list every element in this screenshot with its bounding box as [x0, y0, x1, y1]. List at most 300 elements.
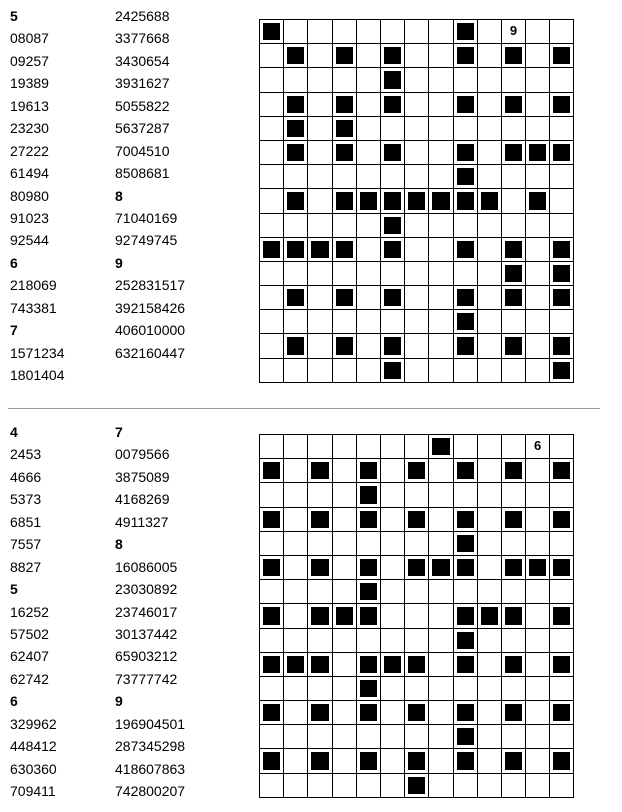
grid-cell[interactable] [381, 556, 405, 580]
grid-cell-black [429, 556, 453, 580]
grid-cell-black [526, 141, 550, 165]
grid-cell[interactable] [526, 508, 550, 532]
grid-cell[interactable] [333, 508, 357, 532]
grid-cell[interactable] [357, 725, 381, 749]
grid-cell[interactable] [333, 629, 357, 653]
grid-cell[interactable] [381, 532, 405, 556]
grid-cell[interactable] [526, 604, 550, 628]
grid-cell[interactable] [308, 165, 332, 189]
grid-cell[interactable] [478, 93, 502, 117]
grid-cell[interactable] [526, 580, 550, 604]
grid-cell[interactable] [333, 556, 357, 580]
grid-cell[interactable] [357, 310, 381, 334]
grid-cell[interactable] [308, 262, 332, 286]
grid-cell[interactable] [260, 725, 284, 749]
grid-cell[interactable] [405, 20, 429, 44]
grid-cell[interactable] [526, 44, 550, 68]
grid-cell[interactable] [357, 93, 381, 117]
grid-cell[interactable] [429, 604, 453, 628]
grid-cell[interactable] [429, 677, 453, 701]
grid-cell[interactable] [260, 117, 284, 141]
grid-cell[interactable] [405, 262, 429, 286]
grid-cell[interactable] [333, 165, 357, 189]
grid-cell[interactable] [308, 310, 332, 334]
grid-cell[interactable] [333, 20, 357, 44]
grid-cell[interactable] [308, 93, 332, 117]
grid-cell[interactable] [550, 580, 574, 604]
grid-cell[interactable] [550, 532, 574, 556]
grid-cell[interactable] [381, 165, 405, 189]
grid-cell[interactable] [454, 774, 478, 798]
grid-cell[interactable] [526, 238, 550, 262]
grid-cell[interactable] [381, 20, 405, 44]
grid-cell[interactable] [454, 214, 478, 238]
grid-cell[interactable] [260, 629, 284, 653]
grid-cell-black [502, 44, 526, 68]
grid-cell[interactable] [526, 677, 550, 701]
grid-cell-black [526, 556, 550, 580]
grid-cell[interactable] [333, 749, 357, 773]
grid-cell[interactable] [284, 725, 308, 749]
grid-cell[interactable] [478, 774, 502, 798]
grid-cell[interactable] [502, 310, 526, 334]
grid-cell[interactable] [429, 532, 453, 556]
grid-cell[interactable] [502, 580, 526, 604]
grid-cell[interactable] [429, 93, 453, 117]
grid-cell[interactable] [260, 580, 284, 604]
grid-cell[interactable] [381, 435, 405, 459]
grid-cell[interactable] [333, 725, 357, 749]
grid-cell[interactable] [429, 165, 453, 189]
grid-cell[interactable] [478, 459, 502, 483]
grid-cell[interactable] [502, 629, 526, 653]
grid-cell[interactable] [284, 483, 308, 507]
number-entry: 2453 [10, 446, 42, 463]
grid-cell[interactable] [357, 117, 381, 141]
grid-cell-black [502, 556, 526, 580]
grid-cell[interactable] [308, 774, 332, 798]
grid-cell[interactable] [260, 483, 284, 507]
grid-cell[interactable] [405, 141, 429, 165]
grid-cell[interactable] [284, 629, 308, 653]
grid-cell[interactable] [526, 532, 550, 556]
grid-cell[interactable] [260, 359, 284, 383]
grid-cell[interactable] [478, 68, 502, 92]
grid-cell-black [454, 701, 478, 725]
grid-cell[interactable] [308, 359, 332, 383]
grid-cell[interactable] [381, 701, 405, 725]
grid-cell[interactable] [308, 677, 332, 701]
grid-cell[interactable] [381, 629, 405, 653]
grid-cell[interactable] [526, 286, 550, 310]
grid-cell[interactable] [526, 629, 550, 653]
grid-cell[interactable] [429, 508, 453, 532]
grid-cell[interactable] [308, 725, 332, 749]
grid-cell[interactable] [405, 44, 429, 68]
grid-cell[interactable] [260, 141, 284, 165]
grid-cell[interactable] [550, 435, 574, 459]
grid-cell[interactable] [550, 629, 574, 653]
grid-cell[interactable] [550, 214, 574, 238]
grid-cell[interactable] [357, 141, 381, 165]
grid-cell-black [550, 44, 574, 68]
grid-cell[interactable] [333, 214, 357, 238]
grid-cell[interactable] [526, 93, 550, 117]
grid-cell[interactable] [284, 68, 308, 92]
grid-cell[interactable] [478, 725, 502, 749]
grid-cell[interactable] [260, 165, 284, 189]
grid-cell[interactable] [478, 214, 502, 238]
grid-cell[interactable] [260, 189, 284, 213]
grid-cell[interactable] [405, 310, 429, 334]
grid-cell[interactable] [478, 508, 502, 532]
grid-cell[interactable] [526, 165, 550, 189]
grid-cell[interactable] [381, 725, 405, 749]
grid-cell[interactable] [284, 435, 308, 459]
grid-cell[interactable] [429, 580, 453, 604]
grid-cell[interactable] [526, 117, 550, 141]
grid-cell[interactable] [260, 334, 284, 358]
grid-cell[interactable] [429, 774, 453, 798]
grid-cell[interactable] [260, 262, 284, 286]
grid-cell[interactable] [429, 286, 453, 310]
grid-cell[interactable] [550, 310, 574, 334]
grid-cell[interactable] [429, 359, 453, 383]
grid-cell[interactable] [284, 20, 308, 44]
grid-cell[interactable] [429, 238, 453, 262]
grid-cell[interactable] [308, 483, 332, 507]
grid-cell[interactable] [502, 359, 526, 383]
grid-cell[interactable] [308, 214, 332, 238]
grid-cell[interactable] [308, 435, 332, 459]
number-entry: 3931627 [115, 75, 170, 92]
number-entry: 19389 [10, 75, 49, 92]
grid-cell[interactable] [308, 286, 332, 310]
grid-cell[interactable] [284, 580, 308, 604]
grid-cell[interactable] [502, 68, 526, 92]
grid-cell-black [260, 20, 284, 44]
grid-cell[interactable] [333, 310, 357, 334]
grid-cell[interactable] [405, 725, 429, 749]
grid-cell[interactable] [478, 20, 502, 44]
grid-cell[interactable] [357, 238, 381, 262]
grid-cell[interactable] [454, 483, 478, 507]
grid-cell[interactable] [526, 459, 550, 483]
grid-cell[interactable] [260, 214, 284, 238]
grid-cell[interactable] [526, 774, 550, 798]
grid-cell[interactable] [405, 93, 429, 117]
grid-cell[interactable] [357, 435, 381, 459]
grid-cell[interactable] [381, 749, 405, 773]
grid-cell[interactable] [333, 68, 357, 92]
grid-cell[interactable] [284, 214, 308, 238]
grid-cell[interactable] [357, 334, 381, 358]
grid-cell[interactable] [284, 310, 308, 334]
grid-cell[interactable] [502, 117, 526, 141]
grid-cell[interactable] [381, 677, 405, 701]
grid-cell[interactable] [284, 749, 308, 773]
grid-cell[interactable] [333, 359, 357, 383]
grid-cell[interactable] [260, 310, 284, 334]
grid-cell-black [502, 238, 526, 262]
grid-cell[interactable] [502, 677, 526, 701]
grid-cell[interactable] [308, 117, 332, 141]
grid-cell[interactable] [381, 459, 405, 483]
grid-cell[interactable] [357, 532, 381, 556]
grid-cell[interactable] [357, 165, 381, 189]
grid-cell[interactable] [478, 580, 502, 604]
grid-cell[interactable] [550, 165, 574, 189]
grid-cell[interactable] [526, 725, 550, 749]
grid-cell[interactable] [502, 20, 526, 44]
grid-cell[interactable] [550, 677, 574, 701]
grid-cell[interactable] [333, 459, 357, 483]
grid-cell[interactable] [333, 580, 357, 604]
grid-cell-black [333, 334, 357, 358]
grid-cell[interactable] [405, 677, 429, 701]
grid-cell[interactable] [429, 725, 453, 749]
grid-cell[interactable] [405, 604, 429, 628]
grid-cell[interactable] [526, 334, 550, 358]
grid-cell[interactable] [308, 532, 332, 556]
grid-cell[interactable] [381, 508, 405, 532]
grid-cell[interactable] [429, 20, 453, 44]
number-entry: 16252 [10, 603, 49, 620]
grid-cell[interactable] [478, 435, 502, 459]
grid-cell-black [550, 141, 574, 165]
grid-cell[interactable] [260, 68, 284, 92]
grid-cell[interactable] [333, 774, 357, 798]
grid-cell[interactable] [381, 262, 405, 286]
grid-cell[interactable] [284, 677, 308, 701]
number-entry: 08087 [10, 30, 49, 47]
grid-cell[interactable] [308, 44, 332, 68]
grid-cell[interactable] [260, 774, 284, 798]
grid-cell[interactable] [478, 629, 502, 653]
grid-cell[interactable] [405, 117, 429, 141]
grid-cell[interactable] [429, 701, 453, 725]
grid-cell[interactable] [526, 310, 550, 334]
grid-cell[interactable] [502, 214, 526, 238]
grid-cell[interactable] [333, 262, 357, 286]
grid-cell[interactable] [333, 701, 357, 725]
grid-cell-black [454, 141, 478, 165]
grid-cell[interactable] [284, 774, 308, 798]
grid-cell[interactable] [502, 435, 526, 459]
word-list-column-left [10, 5, 65, 386]
grid-cell[interactable] [478, 556, 502, 580]
grid-cell[interactable] [381, 580, 405, 604]
grid-cell[interactable] [357, 286, 381, 310]
grid-cell[interactable] [308, 141, 332, 165]
grid-cell[interactable] [550, 189, 574, 213]
grid-cell[interactable] [478, 701, 502, 725]
grid-cell-black [357, 189, 381, 213]
grid-cell[interactable] [405, 238, 429, 262]
number-entry: 3377668 [115, 30, 170, 47]
grid-cell[interactable] [526, 435, 550, 459]
grid-cell[interactable] [478, 677, 502, 701]
grid-cell[interactable] [502, 532, 526, 556]
grid-cell[interactable] [405, 629, 429, 653]
grid-cell[interactable] [526, 262, 550, 286]
grid-cell[interactable] [454, 359, 478, 383]
grid-cell[interactable] [429, 653, 453, 677]
grid-cell[interactable] [308, 629, 332, 653]
grid-cell[interactable] [478, 165, 502, 189]
number-entry: 16086005 [115, 558, 178, 575]
grid-cell-black [284, 44, 308, 68]
grid-cell[interactable] [405, 68, 429, 92]
grid-cell-black [308, 459, 332, 483]
grid-cell[interactable] [357, 214, 381, 238]
grid-cell[interactable] [478, 141, 502, 165]
grid-cell[interactable] [550, 483, 574, 507]
grid-cell[interactable] [550, 68, 574, 92]
grid-cell[interactable] [478, 117, 502, 141]
grid-cell[interactable] [381, 774, 405, 798]
grid-cell[interactable] [429, 44, 453, 68]
grid-cell[interactable] [429, 629, 453, 653]
grid-cell[interactable] [454, 68, 478, 92]
grid-cell[interactable] [502, 774, 526, 798]
grid-cell[interactable] [357, 44, 381, 68]
grid-cell[interactable] [405, 359, 429, 383]
grid-cell[interactable] [502, 189, 526, 213]
grid-cell[interactable] [526, 359, 550, 383]
grid-cell[interactable] [284, 508, 308, 532]
grid-cell[interactable] [333, 435, 357, 459]
grid-cell[interactable] [550, 774, 574, 798]
grid-cell[interactable] [381, 604, 405, 628]
grid-cell-black [550, 286, 574, 310]
grid-cell[interactable] [357, 359, 381, 383]
grid-cell[interactable] [429, 483, 453, 507]
grid-cell[interactable] [284, 359, 308, 383]
grid-cell[interactable] [550, 725, 574, 749]
grid-cell[interactable] [478, 310, 502, 334]
grid-cell-black [550, 238, 574, 262]
grid-cell[interactable] [478, 334, 502, 358]
grid-cell[interactable] [454, 580, 478, 604]
grid-cell[interactable] [429, 68, 453, 92]
length-header: 9 [115, 254, 123, 271]
grid-cell[interactable] [429, 749, 453, 773]
grid-cell[interactable] [454, 262, 478, 286]
grid-cell[interactable] [405, 286, 429, 310]
length-header: 6 [10, 693, 18, 710]
grid-cell[interactable] [381, 483, 405, 507]
grid-cell[interactable] [308, 580, 332, 604]
grid-cell[interactable] [333, 677, 357, 701]
grid-cell[interactable] [429, 141, 453, 165]
grid-cell[interactable] [478, 238, 502, 262]
grid-cell[interactable] [284, 604, 308, 628]
grid-cell[interactable] [550, 117, 574, 141]
grid-cell[interactable] [308, 20, 332, 44]
grid-cell[interactable] [454, 435, 478, 459]
grid-cell[interactable] [405, 483, 429, 507]
grid-cell[interactable] [478, 483, 502, 507]
grid-cell[interactable] [405, 214, 429, 238]
grid-cell[interactable] [333, 653, 357, 677]
grid-cell[interactable] [284, 701, 308, 725]
grid-cell[interactable] [478, 653, 502, 677]
grid-cell[interactable] [381, 117, 405, 141]
grid-cell[interactable] [333, 532, 357, 556]
grid-cell[interactable] [526, 653, 550, 677]
grid-cell[interactable] [308, 189, 332, 213]
number-entry: 19613 [10, 97, 49, 114]
grid-cell[interactable] [284, 262, 308, 286]
grid-cell[interactable] [381, 310, 405, 334]
grid-cell[interactable] [405, 165, 429, 189]
grid-cell-black [357, 483, 381, 507]
grid-cell[interactable] [429, 262, 453, 286]
grid-cell[interactable] [284, 459, 308, 483]
grid-cell[interactable] [454, 117, 478, 141]
grid-cell[interactable] [478, 359, 502, 383]
grid-cell[interactable] [260, 286, 284, 310]
grid-cell[interactable] [308, 68, 332, 92]
grid-cell[interactable] [308, 334, 332, 358]
grid-cell[interactable] [405, 532, 429, 556]
grid-cell[interactable] [526, 20, 550, 44]
grid-cell[interactable] [284, 556, 308, 580]
grid-cell[interactable] [357, 262, 381, 286]
grid-cell[interactable] [526, 483, 550, 507]
grid-cell[interactable] [526, 68, 550, 92]
grid-cell-black [405, 749, 429, 773]
grid-cell[interactable] [478, 262, 502, 286]
grid-cell[interactable] [357, 68, 381, 92]
grid-cell[interactable] [260, 532, 284, 556]
grid-cell[interactable] [478, 749, 502, 773]
grid-cell[interactable] [526, 214, 550, 238]
length-header: 5 [10, 581, 18, 598]
grid-cell[interactable] [405, 334, 429, 358]
grid-cell[interactable] [526, 749, 550, 773]
grid-cell[interactable] [357, 774, 381, 798]
grid-cell[interactable] [550, 20, 574, 44]
grid-cell-black [405, 774, 429, 798]
grid-cell[interactable] [478, 532, 502, 556]
grid-cell[interactable] [478, 286, 502, 310]
grid-cell[interactable] [526, 701, 550, 725]
grid-cell[interactable] [454, 677, 478, 701]
grid-cell[interactable] [429, 310, 453, 334]
grid-cell[interactable] [284, 165, 308, 189]
grid-cell[interactable] [260, 677, 284, 701]
grid-cell[interactable] [405, 435, 429, 459]
grid-cell[interactable] [260, 44, 284, 68]
grid-cell[interactable] [333, 483, 357, 507]
grid-cell[interactable] [429, 334, 453, 358]
grid-cell[interactable] [260, 93, 284, 117]
grid-cell[interactable] [357, 20, 381, 44]
grid-cell[interactable] [357, 629, 381, 653]
grid-cell[interactable] [478, 44, 502, 68]
grid-cell[interactable] [502, 483, 526, 507]
grid-cell[interactable] [284, 532, 308, 556]
grid-cell[interactable] [502, 725, 526, 749]
grid-cell[interactable] [502, 165, 526, 189]
grid-cell[interactable] [405, 580, 429, 604]
grid-cell[interactable] [429, 214, 453, 238]
grid-cell[interactable] [429, 117, 453, 141]
grid-cell[interactable] [260, 435, 284, 459]
grid-cell[interactable] [429, 459, 453, 483]
